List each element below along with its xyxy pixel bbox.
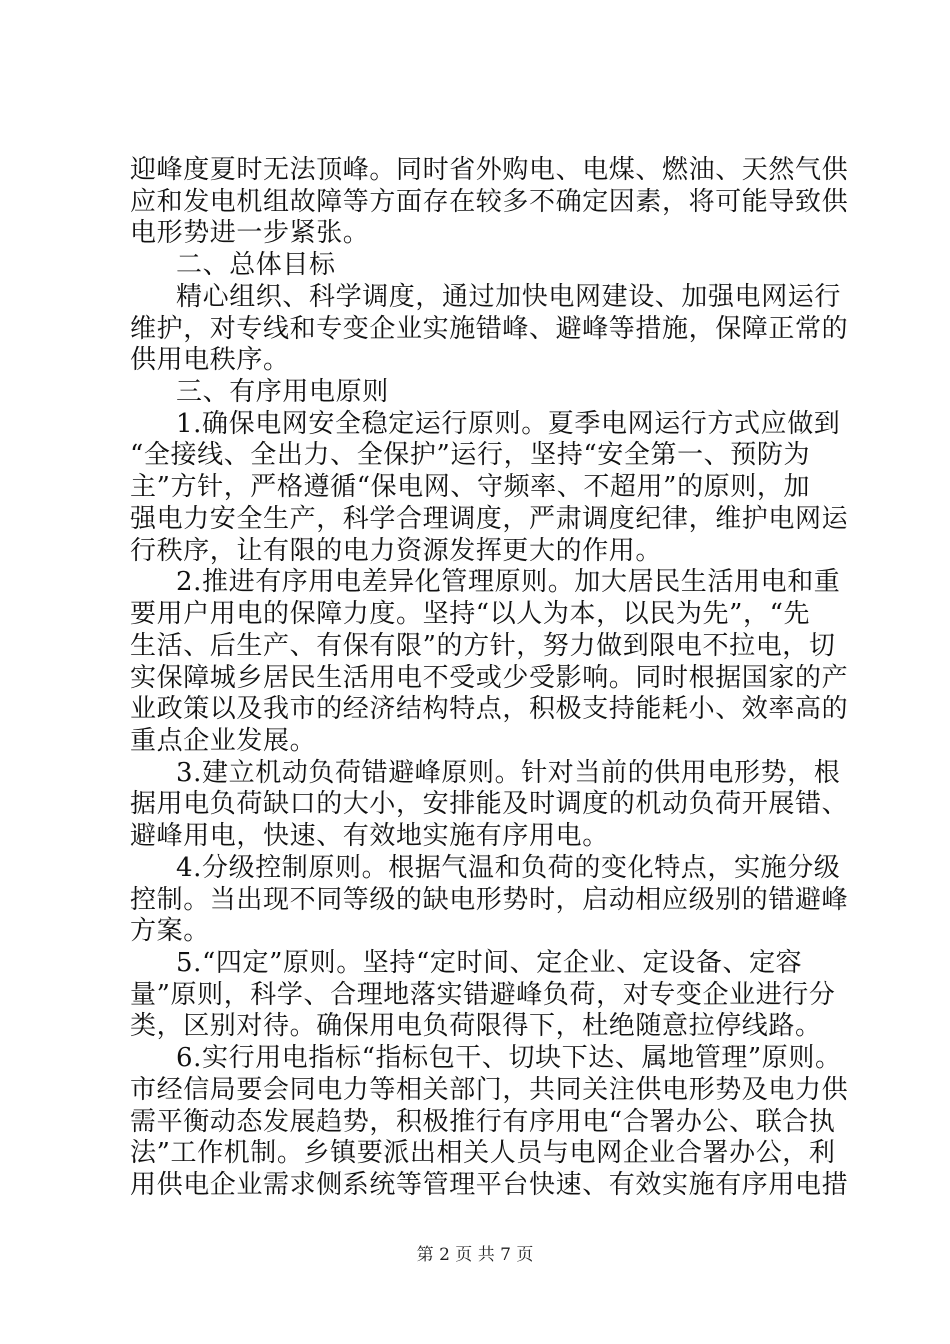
text-line: 市经信局要会同电力等相关部门，共同关注供电形势及电力供: [130, 1075, 849, 1105]
page-number-footer: 第 2 页 共 7 页: [416, 1245, 534, 1265]
text-line: 主”方针，严格遵循“保电网、守频率、不超用”的原则，加: [130, 472, 811, 502]
text-line: 生活、后生产、有保有限”的方针，努力做到限电不拉电，切: [130, 631, 836, 661]
text-line: 要用户用电的保障力度。坚持“以人为本，以民为先”，“先: [130, 599, 811, 629]
text-line: 迎峰度夏时无法顶峰。同时省外购电、电煤、燃油、天然气供: [130, 155, 849, 185]
text-line: 避峰用电，快速、有效地实施有序用电。: [130, 821, 609, 851]
text-line: 电形势进一步紧张。: [130, 218, 370, 248]
text-line: 方案。: [130, 916, 210, 946]
text-line: 业政策以及我市的经济结构特点，积极支持能耗小、效率高的: [130, 694, 849, 724]
text-line: 类，区别对待。确保用电负荷限得下，杜绝随意拉停线路。: [130, 1011, 822, 1041]
text-line: 据用电负荷缺口的大小，安排能及时调度的机动负荷开展错、: [130, 789, 849, 819]
section-heading: 二、总体目标: [176, 250, 336, 280]
text-line: 需平衡动态发展趋势，积极推行有序用电“合署办公、联合执: [130, 1107, 836, 1137]
text-line: 实保障城乡居民生活用电不受或少受影响。同时根据国家的产: [130, 663, 849, 693]
text-line: 应和发电机组故障等方面存在较多不确定因素，将可能导致供: [130, 187, 849, 217]
text-line: 控制。当出现不同等级的缺电形势时，启动相应级别的错避峰: [130, 885, 849, 915]
text-line: 1.确保电网安全稳定运行原则。夏季电网运行方式应做到: [176, 409, 841, 439]
text-line: 2.推进有序用电差异化管理原则。加大居民生活用电和重: [176, 567, 841, 597]
text-line: 6.实行用电指标“指标包干、切块下达、属地管理”原则。: [176, 1043, 842, 1073]
text-line: 3.建立机动负荷错避峰原则。针对当前的供用电形势，根: [176, 758, 841, 788]
text-line: 法”工作机制。乡镇要派出相关人员与电网企业合署办公，利: [130, 1138, 836, 1168]
text-line: 精心组织、科学调度，通过加快电网建设、加强电网运行: [176, 282, 842, 312]
text-line: 维护，对专线和专变企业实施错峰、避峰等措施，保障正常的: [130, 314, 849, 344]
text-line: 重点企业发展。: [130, 726, 317, 756]
text-line: 量”原则，科学、合理地落实错避峰负荷，对专变企业进行分: [130, 980, 836, 1010]
text-line: 4.分级控制原则。根据气温和负荷的变化特点，实施分级: [176, 853, 841, 883]
text-line: “全接线、全出力、全保护”运行，坚持“安全第一、预防为: [130, 440, 811, 470]
text-line: 强电力安全生产，科学合理调度，严肃调度纪律，维护电网运: [130, 504, 849, 534]
text-line: 行秩序，让有限的电力资源发挥更大的作用。: [130, 536, 663, 566]
section-heading: 三、有序用电原则: [176, 377, 389, 407]
text-line: 5.“四定”原则。坚持“定时间、定企业、定设备、定容: [176, 948, 803, 978]
text-line: 供用电秩序。: [130, 345, 290, 375]
text-line: 用供电企业需求侧系统等管理平台快速、有效实施有序用电措: [130, 1170, 849, 1200]
